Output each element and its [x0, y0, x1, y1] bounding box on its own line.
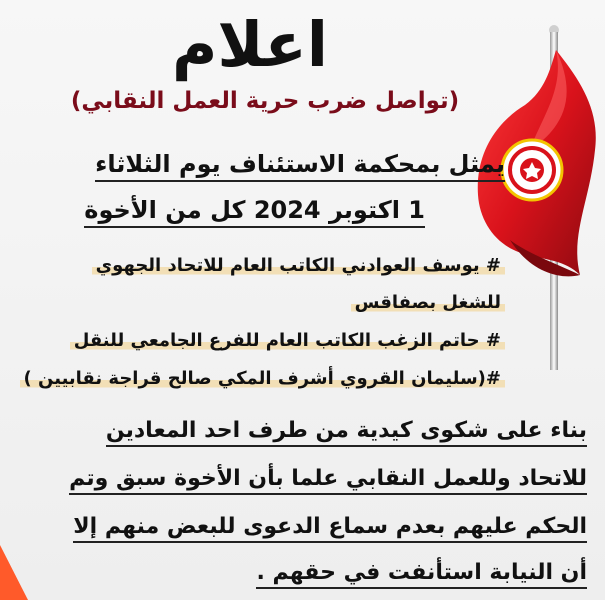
- page-title: اعلام: [171, 8, 329, 81]
- body-line-1: [106, 418, 587, 443]
- body-text-3: الحكم عليهم بعدم سماع الدعوى للبعض منهم إلا: [73, 514, 587, 543]
- name-text-1: # يوسف العوادني الكاتب العام للاتحاد الجهوي: [92, 255, 505, 276]
- name-line-2: [351, 292, 505, 313]
- name-line-1: [92, 255, 505, 276]
- body-text-1: بناء على شكوى كيدية من طرف احد المعادين: [106, 418, 587, 447]
- flag-icon: [470, 10, 605, 370]
- announce-text-2: 1 اكتوبر 2024 كل من الأخوة: [84, 196, 425, 228]
- name-text-3: # حاتم الزغب الكاتب العام للفرع الجامعي للنقل: [70, 330, 505, 351]
- announce-line-1: [95, 150, 505, 178]
- announce-line-2: [84, 196, 425, 224]
- body-line-4: [256, 560, 587, 585]
- flag-graphic: [470, 10, 605, 370]
- body-text-2: للاتحاد وللعمل النقابي علما بأن الأخوة سبق وتم: [69, 466, 587, 495]
- body-line-3: [73, 514, 587, 539]
- ugtt-logo-icon: [502, 140, 562, 200]
- announce-text-1: يمثل بمحكمة الاستئناف يوم الثلاثاء: [95, 150, 505, 182]
- name-line-3: [70, 330, 505, 351]
- name-text-2: للشغل بصفاقس: [351, 292, 505, 313]
- body-line-2: [69, 466, 587, 491]
- name-line-4: [20, 368, 505, 389]
- corner-decoration: [0, 545, 28, 600]
- name-text-4: #(سليمان القروي أشرف المكي صالح قراجة نقابيين ): [20, 368, 505, 389]
- subtitle: (تواصل ضرب حرية العمل النقابي): [70, 88, 460, 114]
- body-text-4: أن النيابة استأنفت في حقهم .: [256, 560, 587, 589]
